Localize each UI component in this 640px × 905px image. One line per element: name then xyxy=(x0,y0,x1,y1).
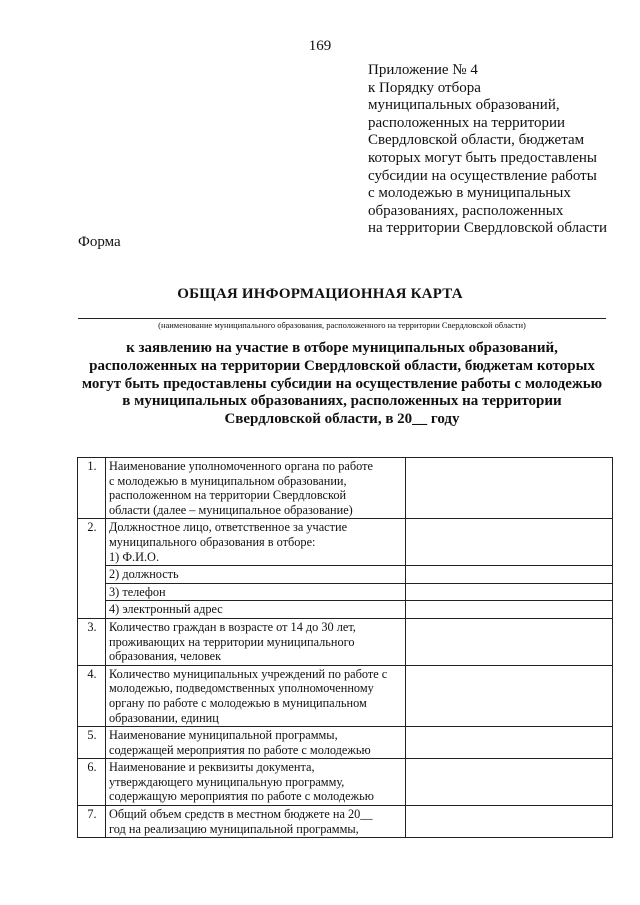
document-title: ОБЩАЯ ИНФОРМАЦИОННАЯ КАРТА xyxy=(177,286,463,302)
row-label: Наименование уполномоченного органа по работе с молодежью в муниципальном образовании, расположенном на территории Свердловской области (далее – муниципальное образование) xyxy=(106,458,406,519)
row-number: 5. xyxy=(78,727,106,759)
appendix-line: к Порядку отбора xyxy=(368,79,481,96)
table-row xyxy=(78,601,613,619)
subtitle-line: расположенных на территории Свердловской области, бюджетам которых xyxy=(89,357,595,374)
municipality-name-caption: (наименование муниципального образования, расположенного на территории Свердловской области) xyxy=(158,320,526,330)
row-label: 3) телефон xyxy=(106,583,406,601)
row-label: Должностное лицо, ответственное за участие муниципального образования в отборе: 1) Ф.И.О. xyxy=(106,519,406,566)
info-table xyxy=(77,457,613,838)
appendix-line: которых могут быть предоставлены xyxy=(368,149,597,166)
table-row xyxy=(78,458,613,519)
row-value-cell[interactable] xyxy=(406,727,613,759)
municipality-name-line xyxy=(78,318,606,319)
table-row xyxy=(78,806,613,838)
appendix-line: Свердловской области, бюджетам xyxy=(368,132,585,149)
subtitle-line: Свердловской области, в 20__ году xyxy=(224,411,460,428)
row-value-cell[interactable] xyxy=(406,806,613,838)
row-number: 1. xyxy=(78,458,106,519)
row-value-cell[interactable] xyxy=(406,618,613,665)
row-label: Наименование муниципальной программы, содержащей мероприятия по работе с молодежью xyxy=(106,727,406,759)
appendix-line: на территории Свердловской области xyxy=(368,220,608,237)
row-label: Количество граждан в возрасте от 14 до 30 лет, проживающих на территории муниципального образования, человек xyxy=(106,618,406,665)
form-label: Форма xyxy=(78,234,121,250)
appendix-note xyxy=(368,62,607,238)
table-row xyxy=(78,519,613,566)
document-subtitle xyxy=(60,340,624,429)
row-value-cell[interactable] xyxy=(406,566,613,584)
table-row xyxy=(78,665,613,726)
table-row xyxy=(78,759,613,806)
row-number: 3. xyxy=(78,618,106,665)
row-value-cell[interactable] xyxy=(406,601,613,619)
appendix-line: Приложение № 4 xyxy=(368,62,478,78)
row-label: Количество муниципальных учреждений по работе с молодежью, подведомственных уполномоченному органу по работе с молодежью в муниципальном образовании, единиц xyxy=(106,665,406,726)
subtitle-line: в муниципальных образованиях, расположенных на территории xyxy=(122,393,562,410)
page-number: 169 xyxy=(308,38,332,54)
row-value-cell[interactable] xyxy=(406,458,613,519)
appendix-line: расположенных на территории xyxy=(368,114,566,131)
row-label: 2) должность xyxy=(106,566,406,584)
row-value-cell[interactable] xyxy=(406,519,613,566)
table-row xyxy=(78,566,613,584)
row-label: Наименование и реквизиты документа, утверждающего муниципальную программу, содержащую мероприятия по работе с молодежью xyxy=(106,759,406,806)
table-row xyxy=(78,618,613,665)
table-row xyxy=(78,727,613,759)
subtitle-line: к заявлению на участие в отборе муниципальных образований, xyxy=(126,340,558,356)
subtitle-line: могут быть предоставлены субсидии на осуществление работы с молодежью xyxy=(81,375,603,392)
row-value-cell[interactable] xyxy=(406,583,613,601)
table-row xyxy=(78,583,613,601)
row-number: 7. xyxy=(78,806,106,838)
row-number: 4. xyxy=(78,665,106,726)
appendix-line: субсидии на осуществление работы xyxy=(368,167,597,184)
appendix-line: муниципальных образований, xyxy=(368,97,560,114)
row-value-cell[interactable] xyxy=(406,759,613,806)
row-number: 6. xyxy=(78,759,106,806)
row-label: Общий объем средств в местном бюджете на 20__ год на реализацию муниципальной программы, xyxy=(106,806,406,838)
appendix-line: с молодежью в муниципальных xyxy=(368,185,571,202)
appendix-line: образованиях, расположенных xyxy=(368,202,564,219)
row-label: 4) электронный адрес xyxy=(106,601,406,619)
row-value-cell[interactable] xyxy=(406,665,613,726)
row-number: 2. xyxy=(78,519,106,619)
